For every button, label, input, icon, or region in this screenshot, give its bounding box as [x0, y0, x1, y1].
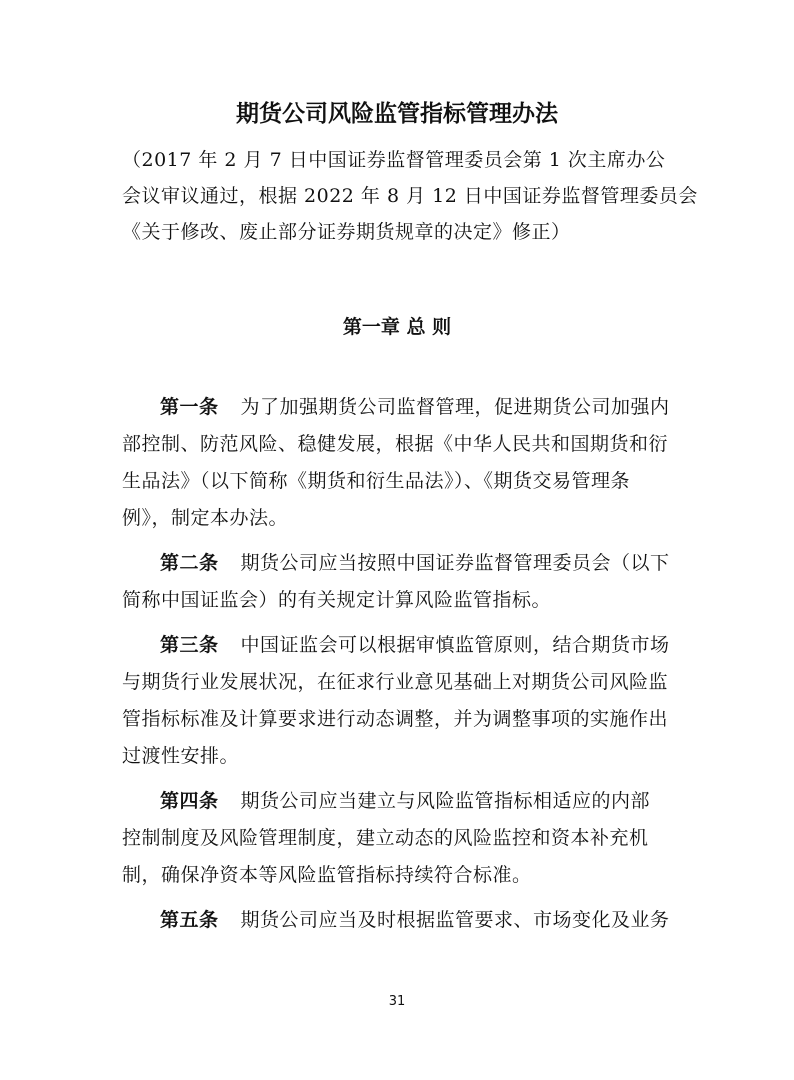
article-text-line: 管指标标准及计算要求进行动态调整，并为调整事项的实施作出	[122, 708, 669, 730]
article-text-line: 与期货行业发展状况，在征求行业意见基础上对期货公司风险监	[122, 671, 669, 693]
article-text-line: 制，确保净资本等风险监管指标持续符合标准。	[122, 864, 532, 886]
note-line: 会议审议通过，根据 2022 年 8 月 12 日中国证券监督管理委员会	[122, 185, 698, 207]
note-line: 《关于修改、废止部分证券期货规章的决定》修正）	[122, 221, 571, 243]
article-text-line: 过渡性安排。	[122, 745, 240, 767]
page-number: 31	[388, 994, 406, 1009]
document-title: 期货公司风险监管指标管理办法	[236, 101, 558, 127]
article-1	[122, 389, 678, 537]
article-text-line: 控制制度及风险管理制度，建立动态的风险监控和资本补充机	[122, 827, 649, 849]
article-5	[122, 902, 678, 939]
article-text-line: 中国证监会可以根据审慎监管原则，结合期货市场	[240, 634, 670, 656]
article-4	[122, 783, 678, 894]
article-text-line: 例》，制定本办法。	[122, 507, 289, 529]
article-2	[122, 545, 678, 619]
article-text-line: 期货公司应当及时根据监管要求、市场变化及业务	[240, 909, 670, 931]
article-text-line: 期货公司应当建立与风险监管指标相适应的内部	[240, 790, 651, 812]
article-3	[122, 627, 678, 775]
document-body	[122, 389, 678, 947]
article-text-line: 生品法》（以下简称《期货和衍生品法》）、《期货交易管理条	[122, 470, 631, 492]
article-heading: 第二条	[160, 552, 219, 574]
article-heading: 第四条	[160, 790, 219, 812]
article-text-line: 部控制、防范风险、稳健发展，根据《中华人民共和国期货和衍	[122, 433, 669, 455]
article-heading: 第三条	[160, 634, 219, 656]
note-line: （2017 年 2 月 7 日中国证券监督管理委员会第 1 次主席办公	[122, 149, 666, 171]
article-text-line: 简称中国证监会）的有关规定计算风险监管指标。	[122, 589, 552, 611]
chapter-heading: 第一章 总 则	[342, 316, 452, 338]
article-text-line: 期货公司应当按照中国证券监督管理委员会（以下	[240, 552, 670, 574]
article-text-line: 为了加强期货公司监督管理，促进期货公司加强内	[240, 396, 670, 418]
article-heading: 第五条	[160, 909, 219, 931]
adoption-note	[122, 142, 698, 250]
article-heading: 第一条	[160, 396, 219, 418]
